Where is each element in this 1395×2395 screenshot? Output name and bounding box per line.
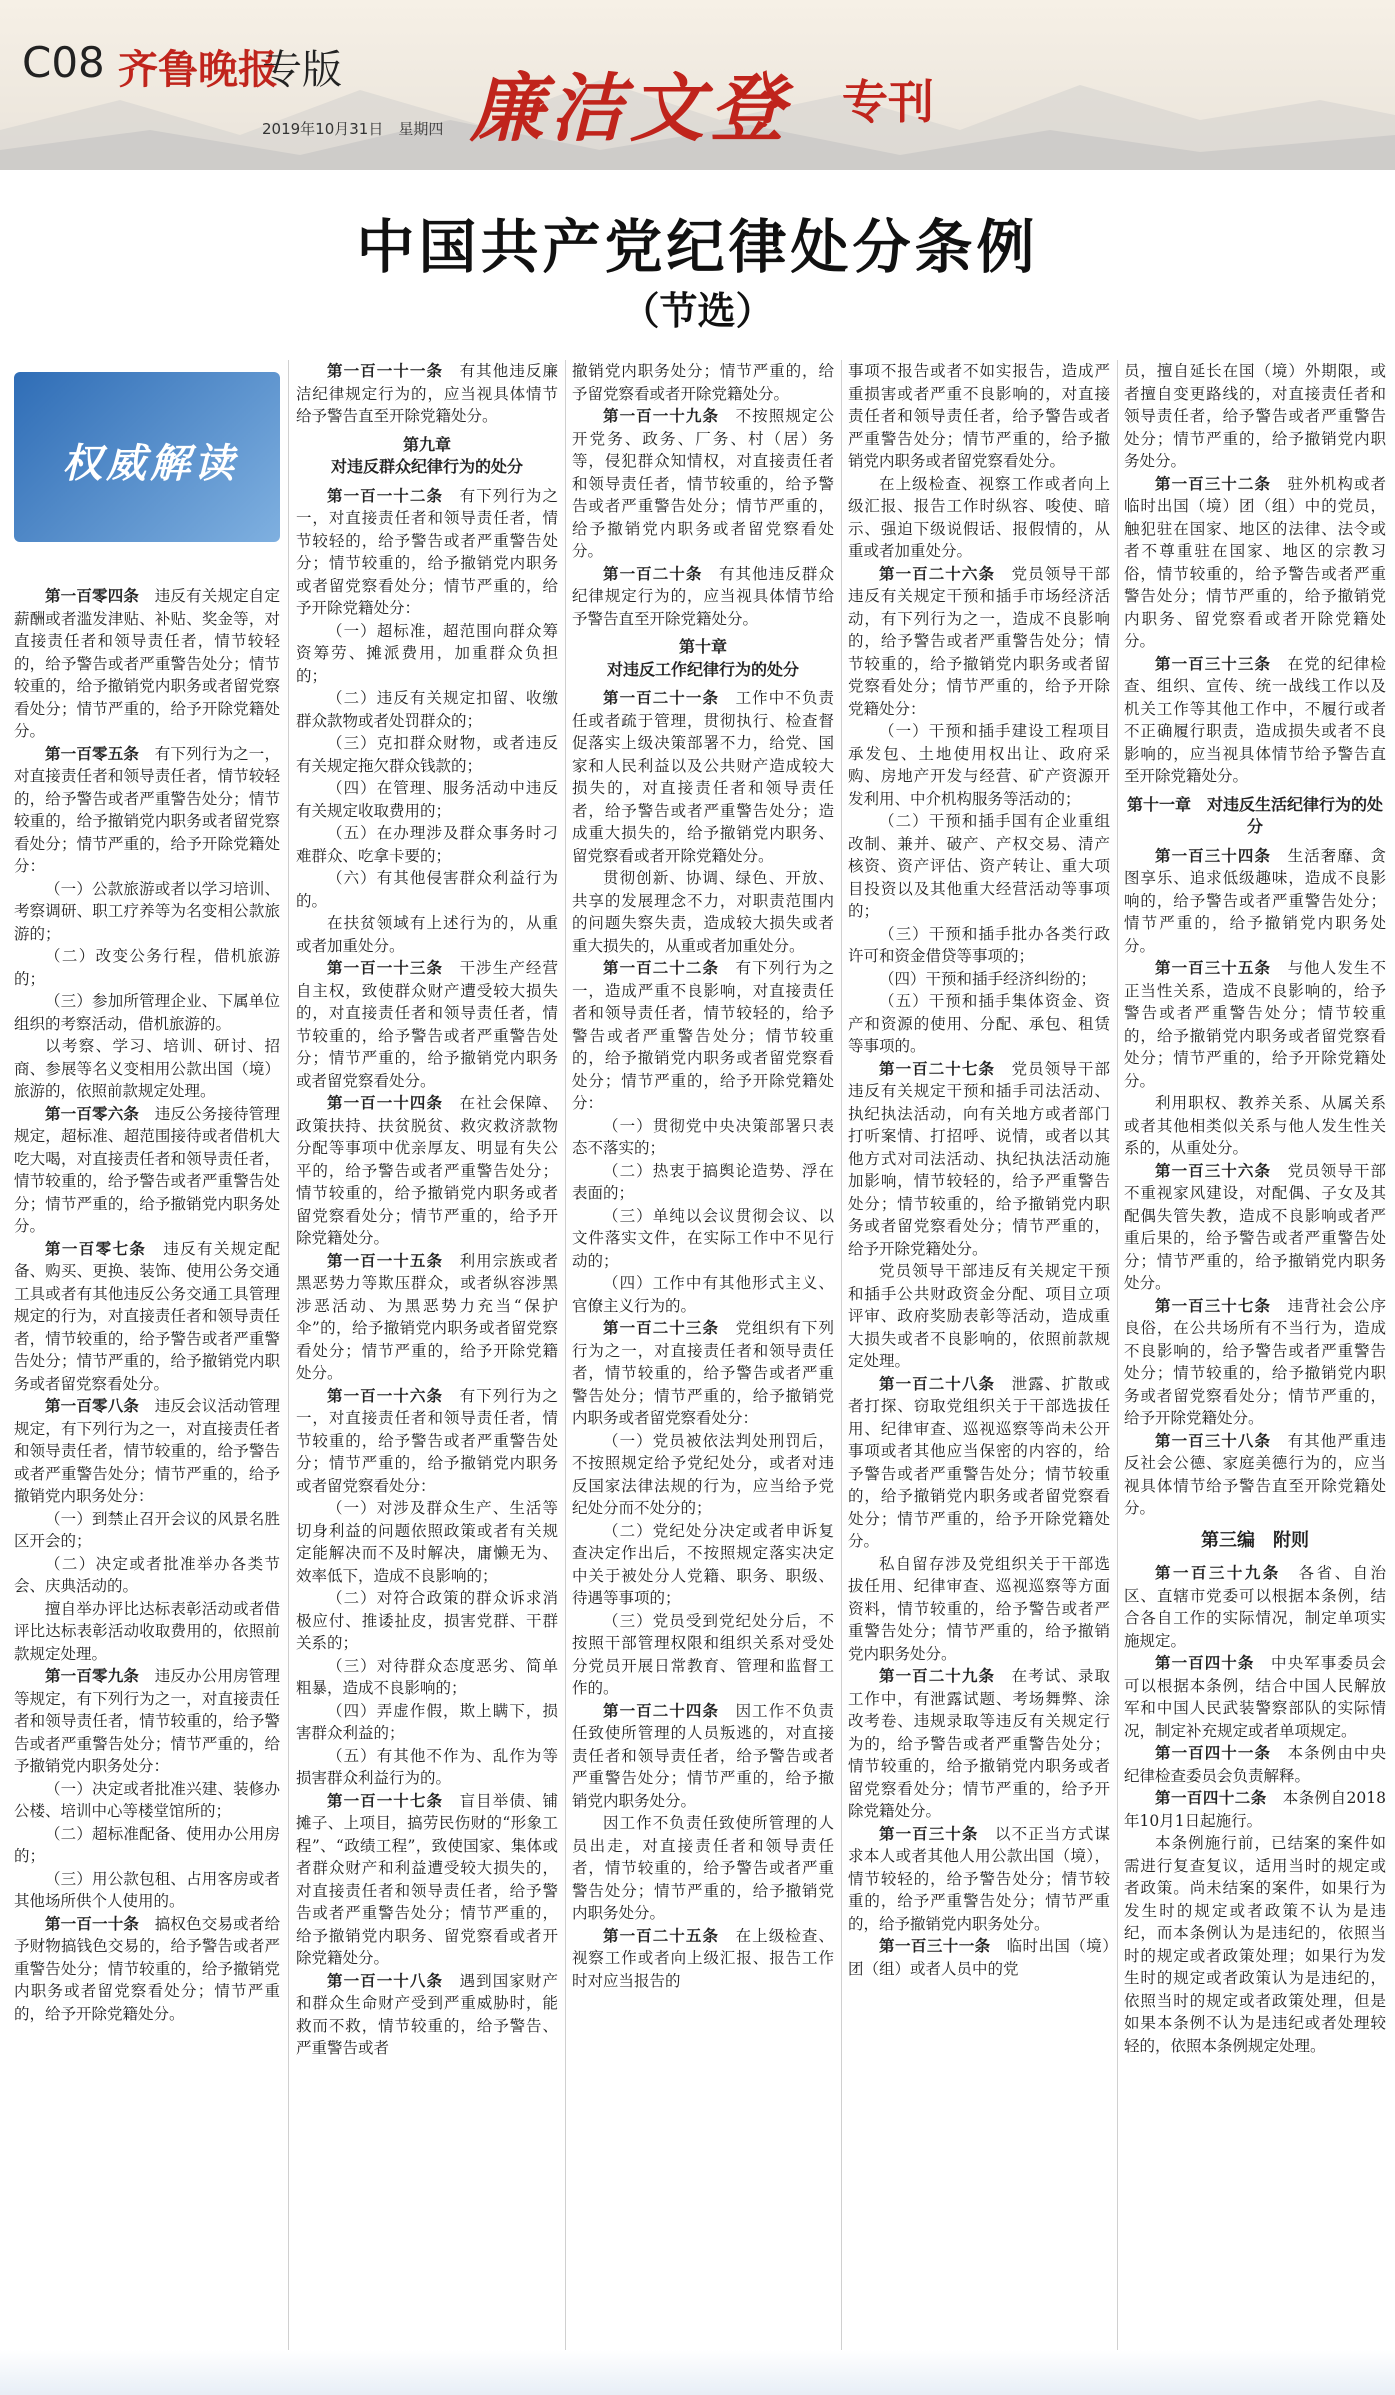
clause-paragraph [572, 1812, 834, 1925]
article-text: 在党的纪律检查、组织、宣传、统一战线工作以及机关工作等其他工作中，不履行或者不正确履行职责，造成损失或者不良影响的，应当视具体情节给予警告直至开除党籍处分。 [1124, 654, 1386, 785]
article-text: 各省、自治区、直辖市党委可以根据本条例，结合各自工作的实际情况，制定单项实施规定。 [1124, 1564, 1386, 1650]
article-text: （二）违反有关规定扣留、收缴群众款物或者处罚群众的； [296, 689, 558, 730]
article-paragraph [572, 1925, 834, 1993]
article-text: （三）对待群众态度恶劣、简单粗暴，造成不良影响的； [296, 1656, 558, 1697]
article-number: 第一百二十七条 [879, 1058, 1012, 1078]
article-text: （五）干预和插手集体资金、资产和资源的使用、分配、承包、租赁等事项的。 [848, 992, 1110, 1055]
article-paragraph [1124, 1562, 1386, 1652]
clause-paragraph [296, 867, 558, 912]
bottom-decoration [0, 2350, 1395, 2395]
article-number: 第一百二十八条 [879, 1373, 1012, 1393]
article-number: 第一百一十二条 [327, 485, 460, 505]
article-text: 工作中不负责任或者疏于管理，贯彻执行、检查督促落实上级决策部署不力，给党、国家和人民利益以及公共财产造成较大损失的，对直接责任者和领导责任者，给予警告或者严重警告处分；造成重大损失的，给予撤销党内职务、留党察看或者开除党籍处分。 [572, 689, 834, 865]
clause-paragraph [14, 1598, 280, 1666]
article-text: 在扶贫领域有上述行为的，从重或者加重处分。 [296, 914, 558, 955]
column-divider [565, 360, 566, 2350]
article-text: （四）弄虚作假，欺上瞒下，损害群众利益的； [296, 1701, 558, 1742]
clause-paragraph [14, 990, 280, 1035]
article-text: （四）工作中有其他形式主义、官僚主义行为的。 [572, 1274, 834, 1315]
clause-paragraph [848, 1553, 1110, 1666]
article-paragraph [848, 1665, 1110, 1823]
article-paragraph [572, 1317, 834, 1430]
article-text: 私自留存涉及党组织关于干部选拔任用、纪律审查、巡视巡察等方面资料，情节较重的，给予警告或者严重警告处分；情节严重的，给予撤销党内职务处分。 [848, 1554, 1110, 1663]
masthead [0, 0, 1395, 170]
article-paragraph [14, 1103, 280, 1238]
article-paragraph [848, 1935, 1110, 1980]
article-paragraph [14, 1395, 280, 1508]
article-text: （一）超标准，超范围向群众筹资筹劳、摊派费用，加重群众负担的； [296, 621, 558, 685]
article-text: 在社会保障、政策扶持、扶贫脱贫、救灾救济款物分配等事项中优亲厚友、明显有失公平的，给予警告或者严重警告处分；情节较重的，给予撤销党内职务或者留党察看处分；情节严重的，给予开除党籍处分。 [296, 1094, 558, 1247]
article-text: 违反办公用房管理等规定，有下列行为之一，对直接责任者和领导责任者，情节较重的，给予警告或者严重警告处分；情节严重的，给予撤销党内职务处分： [14, 1667, 280, 1775]
article-number: 第一百一十七条 [327, 1790, 460, 1810]
article-text: 利用职权、教养关系、从属关系或者其他相类似关系与他人发生性关系的，从重处分。 [1124, 1094, 1386, 1157]
article-text: （六）有其他侵害群众利益行为的。 [296, 869, 558, 910]
article-text: （三）克扣群众财物，或者违反有关规定拖欠群众钱款的； [296, 734, 558, 775]
clause-paragraph [296, 1587, 558, 1655]
article-text: 员，擅自延长在国（境）外期限，或者擅自变更路线的，对直接责任者和领导责任者，给予警告或者严重警告处分；情节严重的，给予撤销党内职务处分。 [1124, 362, 1386, 470]
article-paragraph [1124, 1295, 1386, 1430]
clause-paragraph [848, 810, 1110, 923]
clause-paragraph [296, 777, 558, 822]
article-text: 撤销党内职务处分；情节严重的，给予留党察看或者开除党籍处分。 [572, 362, 834, 403]
article-text: （一）到禁止召开会议的风景名胜区开会的； [14, 1509, 280, 1550]
article-text: 党员领导干部违反有关规定干预和插手司法活动、执纪执法活动，向有关地方或者部门打听案情、打招呼、说情，或者以其他方式对司法活动、执纪执法活动施加影响，情节较轻的，给予严重警告处分；情节较重的，给予撤销党内职务或者留党察看处分；情节严重的，给予开除党籍处分。 [848, 1059, 1110, 1258]
text-column-2 [296, 360, 558, 2350]
article-text: 因工作不负责任致使所管理的人员叛逃的，对直接责任者和领导责任者，给予警告或者严重警告处分；情节严重的，给予撤销党内职务处分。 [572, 1701, 834, 1810]
badge-label: 权威解读 [62, 441, 238, 487]
clause-paragraph [572, 1272, 834, 1317]
clause-paragraph [14, 1823, 280, 1868]
chapter-heading: 第十一章 对违反生活纪律行为的处分 [1126, 794, 1383, 836]
article-text: 本条例由中央纪律检查委员会负责解释。 [1124, 1744, 1386, 1785]
article-number: 第一百四十条 [1155, 1653, 1272, 1672]
article-paragraph [572, 687, 834, 867]
text-column-5 [1124, 360, 1386, 2350]
article-paragraph [296, 360, 558, 428]
article-number: 第一百零九条 [45, 1666, 155, 1685]
clause-paragraph [296, 1700, 558, 1745]
article-text: 有下列行为之一，对直接责任者和领导责任者，情节较轻的，给予警告或者严重警告处分；情节较重的，给予撤销党内职务或者留党察看处分；情节严重的，给予开除党籍处分： [296, 486, 558, 617]
article-text: 违反有关规定自定薪酬或者滥发津贴、补贴、奖金等，对直接责任者和领导责任者，情节较轻的，给予警告或者严重警告处分；情节较重的，给予撤销党内职务或者留党察看处分；情节严重的，给予开除党籍处分。 [14, 587, 280, 740]
article-text: （二）决定或者批准举办各类节会、庆典活动的。 [14, 1554, 280, 1595]
article-paragraph [848, 1373, 1110, 1553]
article-text: （二）改变公务行程，借机旅游的； [14, 947, 280, 988]
article-text: （二）超标准配备、使用办公用房的； [14, 1824, 280, 1865]
article-text: 有下列行为之一，对直接责任者和领导责任者，情节较重的，给予警告或者严重警告处分；情节严重的，给予撤销党内职务或者留党察看处分： [296, 1386, 558, 1495]
article-text: 盲目举债、铺摊子、上项目，搞劳民伤财的“形象工程”、“政绩工程”，致使国家、集体或者群众财产和利益遭受较大损失的，对直接责任者和领导责任者，给予警告或者严重警告处分；情节严重的，给予撤销党内职务、留党察看或者开除党籍处分。 [296, 1791, 558, 1967]
article-number: 第一百三十六条 [1155, 1160, 1288, 1180]
article-text: （五）在办理涉及群众事务时刁难群众、吃拿卡要的； [296, 824, 558, 865]
article-text: 利用宗族或者黑恶势力等欺压群众，或者纵容涉黑涉恶活动、为黑恶势力充当“保护伞”的，给予撤销党内职务或者留党察看处分；情节严重的，给予开除党籍处分。 [296, 1251, 558, 1382]
article-number: 第一百三十条 [879, 1823, 996, 1843]
article-text: 与他人发生不正当性关系，造成不良影响的，给予警告或者严重警告处分；情节较重的，给予撤销党内职务或者留党察看处分；情节严重的，给予开除党籍处分。 [1124, 959, 1386, 1090]
article-text: （二）干预和插手国有企业重组改制、兼并、破产、产权交易、清产核资、资产评估、资产转让、重大项目投资以及其他重大经营活动等事项的； [848, 812, 1110, 920]
clause-paragraph [572, 1160, 834, 1205]
clause-paragraph [572, 1520, 834, 1610]
article-number: 第一百一十三条 [327, 958, 460, 977]
article-subtitle: （节选） [621, 289, 774, 333]
article-paragraph [848, 1823, 1110, 1936]
article-text: 有其他严重违反社会公德、家庭美德行为的，应当视具体情节给予警告直至开除党籍处分。 [1124, 1431, 1386, 1517]
article-paragraph [572, 563, 834, 631]
article-number: 第一百三十九条 [1155, 1563, 1299, 1582]
article-number: 第一百三十四条 [1155, 845, 1288, 865]
clause-paragraph [848, 990, 1110, 1058]
article-text: （二）热衷于搞舆论造势、浮在表面的； [572, 1161, 834, 1202]
article-number: 第一百二十一条 [603, 688, 736, 707]
article-text: （二）对符合政策的群众诉求消极应付、推诿扯皮，损害党群、干群关系的； [296, 1589, 558, 1652]
article-text: 党员领导干部违反有关规定干预和插手市场经济活动，有下列行为之一，造成不良影响的，给予警告或者严重警告处分；情节较重的，给予撤销党内职务或者留党察看处分；情节严重的，给予开除党籍处分： [848, 564, 1110, 718]
clause-paragraph [572, 1115, 834, 1160]
article-number: 第一百二十五条 [603, 1925, 736, 1945]
article-text: （一）党员被依法判处刑罚后，不按照规定给予党纪处分，或者对违反国家法律法规的行为，应当给予党纪处分而不处分的； [572, 1431, 834, 1517]
authority-badge [14, 372, 280, 542]
section-label: 专版 [262, 47, 342, 93]
clause-paragraph [296, 1655, 558, 1700]
article-text: 驻外机构或者临时出国（境）团（组）中的党员，触犯驻在国家、地区的法律、法令或者不尊重驻在国家、地区的宗教习俗，情节较重的，给予警告或者严重警告处分；情节严重的，给予撤销党内职务、留党察看或者开除党籍处分。 [1124, 474, 1386, 650]
chapter-heading: 第三编 附则 [1201, 1529, 1309, 1551]
article-text: 贯彻创新、协调、绿色、开放、共享的发展理念不力，对职责范围内的问题失察失责，造成较大损失或者重大损失的，从重或者加重处分。 [572, 869, 834, 955]
clause-paragraph [572, 1205, 834, 1273]
clause-paragraph [296, 732, 558, 777]
article-text: 遇到国家财产和群众生命财产受到严重威胁时，能救而不救，情节较重的，给予警告、严重警告或者 [296, 1971, 558, 2057]
article-text: 事项不报告或者不如实报告，造成严重损害或者严重不良影响的，对直接责任者和领导责任者，给予警告或者严重警告处分；情节严重的，给予撤销党内职务或者留党察看处分。 [848, 362, 1110, 470]
article-number: 第一百零八条 [45, 1396, 155, 1415]
article-text: 违背社会公序良俗，在公共场所有不当行为，造成不良影响的，给予警告或者严重警告处分；情节较重的，给予撤销党内职务或者留党察看处分；情节严重的，给予开除党籍处分。 [1124, 1296, 1386, 1427]
article-paragraph [296, 1790, 558, 1970]
article-paragraph [296, 485, 558, 620]
clause-paragraph [848, 1260, 1110, 1373]
clause-paragraph [1124, 1832, 1386, 2057]
article-text: （四）干预和插手经济纠纷的； [879, 969, 1097, 988]
article-paragraph [14, 1913, 280, 2026]
article-text: 中央军事委员会可以根据本条例，结合中国人民解放军和中国人民武装警察部队的实际情况，制定补充规定或者单项规定。 [1124, 1654, 1386, 1740]
article-number: 第一百零五条 [45, 743, 155, 763]
column-divider [841, 360, 842, 2350]
article-text: 在上级检查、视察工作或者向上级汇报、报告工作时对应当报告的 [572, 1926, 834, 1990]
clause-paragraph [296, 912, 558, 957]
article-paragraph [14, 1665, 280, 1778]
article-number: 第一百三十七条 [1155, 1295, 1288, 1315]
article-paragraph [572, 1700, 834, 1813]
newspaper-name: 齐鲁晚报 [118, 46, 278, 93]
clause-paragraph [848, 923, 1110, 968]
clause-paragraph [572, 1610, 834, 1700]
article-text: （三）干预和插手批办各类行政许可和资金借贷等事项的； [848, 924, 1110, 965]
article-text: 在考试、录取工作中，有泄露试题、考场舞弊、涂改考卷、违规录取等违反有关规定行为的，给予警告或者严重警告处分；情节较重的，给予撤销党内职务或者留党察看处分；情节严重的，给予开除党籍处分。 [848, 1667, 1110, 1820]
article-number: 第一百二十九条 [879, 1666, 1012, 1685]
article-paragraph [1124, 473, 1386, 653]
issue-date: 2019年10月31日 星期四 [262, 120, 444, 138]
article-number: 第一百三十二条 [1155, 473, 1288, 493]
article-text: 在上级检查、视察工作或者向上级汇报、报告工作时纵容、唆使、暗示、强迫下级说假话、报假情的，从重或者加重处分。 [848, 474, 1110, 560]
article-text: 有其他违反廉洁纪律规定行为的，应当视具体情节给予警告直至开除党籍处分。 [296, 362, 558, 425]
clause-paragraph [14, 878, 280, 946]
clause-paragraph [296, 687, 558, 732]
article-text: 违反会议活动管理规定，有下列行为之一，对直接责任者和领导责任者，情节较重的，给予警告或者严重警告处分；情节严重的，给予撤销党内职务处分： [14, 1397, 280, 1505]
article-text: 不按照规定公开党务、政务、厂务、村（居）务等，侵犯群众知情权，对直接责任者和领导责任者，情节较重的，给予警告或者严重警告处分；情节严重的，给予撤销党内职务或者留党察看处分。 [572, 407, 834, 560]
clause-paragraph [848, 360, 1110, 473]
article-text: 本条例施行前，已结案的案件如需进行复查复议，适用当时的规定或者政策。尚未结案的案件，如果行为发生时的规定或者政策不认为是违纪，而本条例认为是违纪的，依照当时的规定或者政策处理；如果行为发生时的规定或者政策认为是违纪的，依照当时的规定或者政策处理，但是如果本条例不认为是违纪或者处理较轻的，依照本条例规定处理。 [1124, 1834, 1386, 2055]
article-paragraph [1124, 1787, 1386, 1832]
chapter-heading: 第九章 对违反群众纪律行为的处分 [330, 434, 523, 476]
text-column-4 [848, 360, 1110, 2350]
article-number: 第一百一十六条 [327, 1385, 460, 1405]
article-text: 违反有关规定配备、购买、更换、装饰、使用公务交通工具或者有其他违反公务交通工具管理规定的行为，对直接责任者和领导责任者，情节较重的，给予警告或者严重警告处分；情节严重的，给予撤销党内职务或者留党察看处分。 [14, 1239, 280, 1393]
article-paragraph [1124, 957, 1386, 1092]
article-paragraph [572, 957, 834, 1115]
article-number: 第一百三十一条 [879, 1936, 1007, 1955]
article-number: 第一百三十八条 [1155, 1430, 1288, 1450]
article-text: 因工作不负责任致使所管理的人员出走，对直接责任者和领导责任者，情节较重的，给予警告或者严重警告处分；情节严重的，给予撤销党内职务处分。 [572, 1814, 834, 1922]
article-paragraph [296, 1970, 558, 2060]
article-text: （二）党纪处分决定或者申诉复查决定作出后，不按照规定落实决定中关于被处分人党籍、职务、职级、待遇等事项的； [572, 1521, 834, 1607]
clause-paragraph [296, 620, 558, 688]
article-paragraph [1124, 653, 1386, 788]
article-text: 党组织有下列行为之一，对直接责任者和领导责任者，情节较重的，给予警告或者严重警告处分；情节严重的，给予撤销党内职务或者留党察看处分： [572, 1319, 834, 1427]
text-column-1 [14, 585, 280, 2345]
article-number: 第一百一十四条 [327, 1093, 460, 1112]
article-text: 党员领导干部违反有关规定干预和插手公共财政资金分配、项目立项评审、政府奖励表彰等活动，造成重大损失或者不良影响的，依照前款规定处理。 [848, 1262, 1110, 1370]
article-text: 有下列行为之一，造成严重不良影响，对直接责任者和领导责任者，情节较轻的，给予警告或者严重警告处分；情节较重的，给予撤销党内职务或者留党察看处分；情节严重的，给予开除党籍处分： [572, 959, 834, 1112]
clause-paragraph [848, 473, 1110, 563]
article-text: （一）干预和插手建设工程项目承发包、土地使用权出让、政府采购、房地产开发与经营、矿产资源开发利用、中介机构服务等活动的； [848, 722, 1110, 808]
clause-paragraph [848, 968, 1110, 991]
article-paragraph [14, 743, 280, 878]
article-number: 第一百四十二条 [1155, 1788, 1283, 1807]
clause-paragraph [14, 1508, 280, 1553]
article-paragraph [296, 957, 558, 1092]
article-text: 违反公务接待管理规定，超标准、超范围接待或者借机大吃大喝，对直接责任者和领导责任者，情节较重的，给予警告或者严重警告处分；情节严重的，给予撤销党内职务处分。 [14, 1104, 280, 1235]
article-text: 有其他违反群众纪律规定行为的，应当视具体情节给予警告直至开除党籍处分。 [572, 564, 834, 628]
article-text: 有下列行为之一，对直接责任者和领导责任者，情节较轻的，给予警告或者严重警告处分；情节较重的，给予撤销党内职务或者留党察看处分；情节严重的，给予开除党籍处分： [14, 744, 280, 875]
column-divider [288, 360, 289, 2350]
article-text: 生活奢靡、贪图享乐、追求低级趣味，造成不良影响的，给予警告或者严重警告处分；情节严重的，给予撤销党内职务处分。 [1124, 846, 1386, 955]
article-paragraph [296, 1092, 558, 1250]
article-number: 第一百一十条 [45, 1913, 155, 1933]
clause-paragraph [14, 1868, 280, 1913]
clause-paragraph [14, 1035, 280, 1103]
article-number: 第一百二十条 [603, 563, 720, 583]
article-text: （三）单纯以会议贯彻会议、以文件落实文件，在实际工作中不见行动的； [572, 1206, 834, 1270]
clause-paragraph [572, 1430, 834, 1520]
clause-paragraph [848, 720, 1110, 810]
article-paragraph [14, 1238, 280, 1396]
article-text: 擅自举办评比达标表彰活动或者借评比达标表彰活动收取费用的，依照前款规定处理。 [14, 1599, 280, 1663]
article-number: 第一百二十三条 [603, 1318, 736, 1337]
article-text: 泄露、扩散或者打探、窃取党组织关于干部选拔任用、纪律审查、巡视巡察等尚未公开事项或者其他应当保密的内容的，给予警告或者严重警告处分；情节较重的，给予撤销党内职务或者留党察看处分；情节严重的，给予开除党籍处分。 [848, 1374, 1110, 1550]
article-paragraph [1124, 845, 1386, 958]
article-paragraph [848, 563, 1110, 721]
article-text: 搞权色交易或者给予财物搞钱色交易的，给予警告或者严重警告处分；情节较重的，给予撤销党内职务或者留党察看处分；情节严重的，给予开除党籍处分。 [14, 1914, 280, 2023]
article-paragraph [848, 1058, 1110, 1261]
article-text: （三）党员受到党纪处分后，不按照干部管理权限和组织关系对受处分党员开展日常教育、管理和监督工作的。 [572, 1611, 834, 1697]
clause-paragraph [14, 1778, 280, 1823]
article-text: （一）对涉及群众生产、生活等切身利益的问题依照政策或者有关规定能解决而不及时解决，庸懒无为、效率低下，造成不良影响的； [296, 1499, 558, 1585]
clause-paragraph [296, 1745, 558, 1790]
article-number: 第一百二十六条 [879, 563, 1012, 583]
article-number: 第一百一十八条 [327, 1970, 460, 1990]
clause-paragraph [296, 1497, 558, 1587]
article-number: 第一百三十五条 [1155, 958, 1288, 977]
clause-paragraph [296, 822, 558, 867]
article-number: 第一百零六条 [45, 1103, 155, 1123]
article-number: 第一百一十一条 [327, 361, 460, 380]
column-subtitle: 专刊 [842, 75, 934, 129]
article-text: （四）在管理、服务活动中违反有关规定收取费用的； [296, 779, 558, 820]
chapter-heading: 第十章 对违反工作纪律行为的处分 [606, 637, 799, 679]
article-text: （一）公款旅游或者以学习培训、考察调研、职工疗养等为名变相公款旅游的； [14, 879, 280, 943]
article-paragraph [14, 585, 280, 743]
article-text: 本条例自2018年10月1日起施行。 [1124, 1789, 1386, 1830]
clause-paragraph [14, 1553, 280, 1598]
article-number: 第一百二十二条 [603, 958, 736, 977]
clause-paragraph [1124, 1092, 1386, 1160]
article-paragraph [572, 405, 834, 563]
page-number: C08 [22, 38, 105, 87]
article-paragraph [1124, 1160, 1386, 1295]
article-text: （一）贯彻党中央决策部署只表态不落实的； [572, 1116, 834, 1157]
clause-paragraph [1124, 360, 1386, 473]
column-logo: 廉洁文登 [470, 66, 790, 152]
article-paragraph [1124, 1430, 1386, 1520]
article-number: 第一百四十一条 [1155, 1743, 1288, 1762]
article-number: 第一百二十四条 [603, 1700, 736, 1720]
article-number: 第一百一十五条 [327, 1250, 460, 1270]
article-paragraph [1124, 1652, 1386, 1742]
article-number: 第一百零七条 [45, 1238, 164, 1258]
article-number: 第一百一十九条 [603, 406, 736, 425]
clause-paragraph [14, 945, 280, 990]
article-text: （三）用公款包租、占用客房或者其他场所供个人使用的。 [14, 1869, 280, 1910]
article-text: 以考察、学习、培训、研讨、招商、参展等名义变相用公款出国（境）旅游的，依照前款规定处理。 [14, 1037, 280, 1100]
article-title: 中国共产党纪律处分条例 [356, 213, 1039, 281]
article-number: 第一百三十三条 [1155, 653, 1288, 673]
article-text: （一）决定或者批准兴建、装修办公楼、培训中心等楼堂馆所的； [14, 1779, 280, 1820]
article-text: 以不正当方式谋求本人或者其他人用公款出国（境），情节较轻的，给予警告处分；情节较重的，给予严重警告处分；情节严重的，给予撤销党内职务处分。 [848, 1824, 1110, 1933]
article-text: 干涉生产经营自主权，致使群众财产遭受较大损失的，对直接责任者和领导责任者，情节较重的，给予警告或者严重警告处分；情节严重的，给予撤销党内职务或者留党察看处分。 [296, 959, 558, 1090]
article-text: （五）有其他不作为、乱作为等损害群众利益行为的。 [296, 1746, 558, 1787]
article-text: 临时出国（境）团（组）或者人员中的党 [848, 1937, 1110, 1978]
article-number: 第一百零四条 [45, 586, 155, 605]
article-text: 党员领导干部不重视家风建设，对配偶、子女及其配偶失管失教，造成不良影响或者严重后果的，给予警告或者严重警告处分；情节严重的，给予撤销党内职务处分。 [1124, 1161, 1386, 1292]
column-divider [1117, 360, 1118, 2350]
article-text: （三）参加所管理企业、下属单位组织的考察活动，借机旅游的。 [14, 992, 280, 1033]
article-paragraph [296, 1385, 558, 1498]
clause-paragraph [572, 867, 834, 957]
article-paragraph [1124, 1742, 1386, 1787]
clause-paragraph [572, 360, 834, 405]
article-paragraph [296, 1250, 558, 1385]
text-column-3 [572, 360, 834, 2350]
